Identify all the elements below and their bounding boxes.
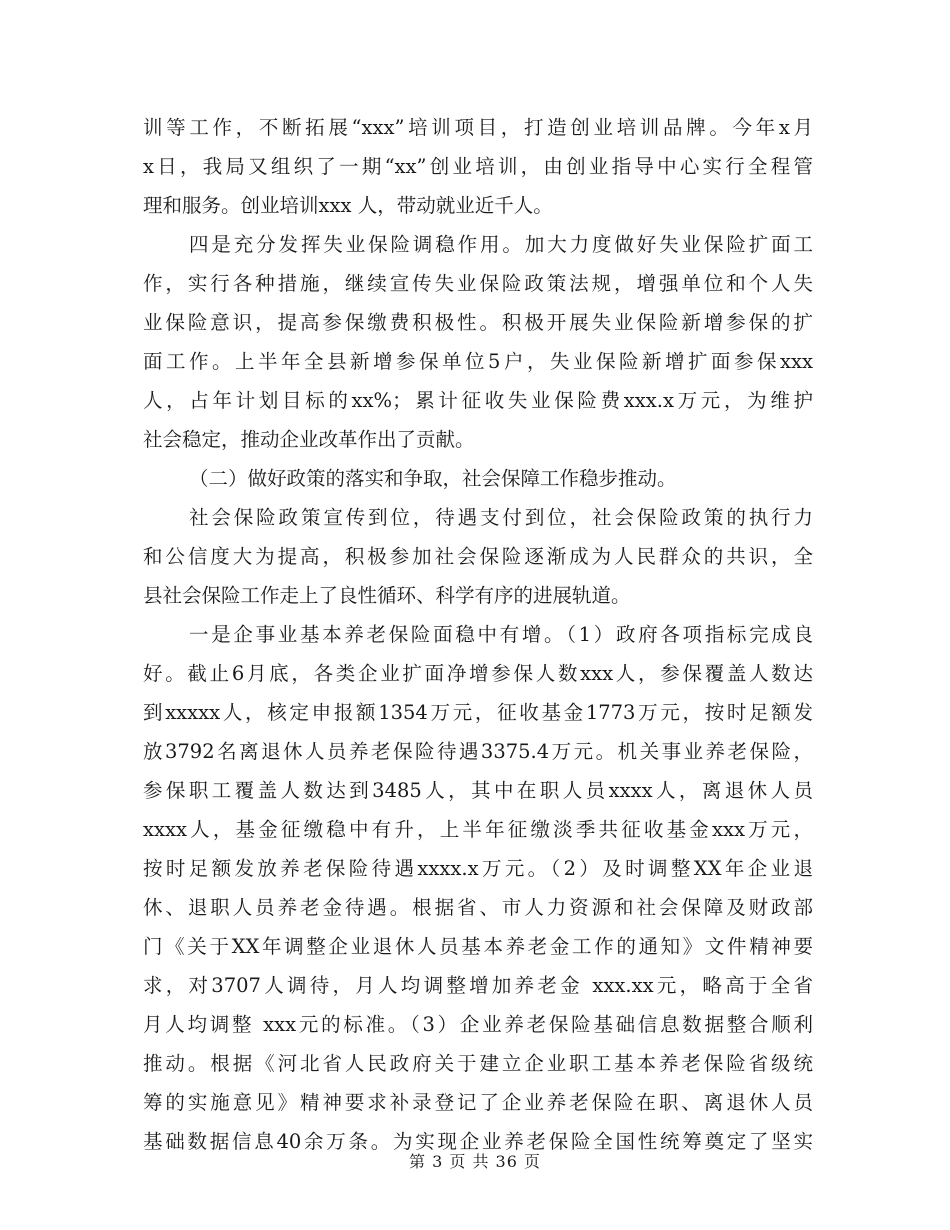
text-line: 面工作。上半年全县新增参保单位5户，失业保险新增扩面参保xxx [143,350,813,373]
text-line: 门《关于XX年调整企业退休人员基本养老金工作的通知》文件精神要 [143,935,813,958]
text-line: 放3792名离退休人员养老保险待遇3375.4万元。机关事业养老保险， [143,740,813,763]
text-line: 参保职工覆盖人数达到3485人，其中在职人员xxxx人，离退休人员 [143,779,813,802]
text-line: 县社会保险工作走上了良性循环、科学有序的进展轨道。 [143,584,631,607]
text-line: x日，我局又组织了一期“xx”创业培训，由创业指导中心实行全程管 [143,155,813,178]
text-line: 作，实行各种措施，继续宣传失业保险政策法规，增强单位和个人失 [143,272,813,295]
text-line: 社会稳定，推动企业改革作出了贡献。 [143,428,475,451]
text-line: 筹的实施意见》精神要求补录登记了企业养老保险在职、离退休人员 [143,1091,813,1114]
text-line: 和公信度大为提高，积极参加社会保险逐渐成为人民群众的共识，全 [143,545,813,568]
text-line: 四是充分发挥失业保险调稳作用。加大力度做好失业保险扩面工 [189,233,813,256]
text-line: 到xxxxx人，核定申报额1354万元，征收基金1773万元，按时足额发 [143,701,813,724]
text-line: 休、退职人员养老金待遇。根据省、市人力资源和社会保障及财政部 [143,896,813,919]
document-body [143,108,813,1161]
text-line: 训等工作，不断拓展“xxx”培训项目，打造创业培训品牌。今年x月 [143,116,813,139]
text-line: 业保险意识，提高参保缴费积极性。积极开展失业保险新增参保的扩 [143,311,813,334]
text-line: 基础数据信息40余万条。为实现企业养老保险全国性统筹奠定了坚实 [143,1130,813,1153]
text-line: 社会保险政策宣传到位，待遇支付到位，社会保险政策的执行力 [189,506,813,529]
page-footer: 第 3 页 共 36 页 [409,1152,541,1171]
text-line: 按时足额发放养老保险待遇xxxx.x万元。（2）及时调整XX年企业退 [143,857,813,880]
text-line: 月人均调整 xxx元的标准。（3）企业养老保险基础信息数据整合顺利 [143,1013,813,1036]
text-line: 求，对3707人调待，月人均调整增加养老金 xxx.xx元，略高于全省 [143,974,813,997]
text-line: 理和服务。创业培训xxx 人，带动就业近千人。 [143,194,553,217]
text-line: 好。截止6月底，各类企业扩面净增参保人数xxx人，参保覆盖人数达 [143,662,813,685]
text-line: 推动。根据《河北省人民政府关于建立企业职工基本养老保险省级统 [143,1052,813,1075]
text-line: （二）做好政策的落实和争取，社会保障工作稳步推动。 [189,467,677,490]
text-line: xxxx人，基金征缴稳中有升，上半年征缴淡季共征收基金xxx万元， [143,818,813,841]
text-line: 一是企事业基本养老保险面稳中有增。（1）政府各项指标完成良 [189,623,813,646]
text-line: 人，占年计划目标的xx%；累计征收失业保险费xxx.x万元，为维护 [143,389,813,412]
